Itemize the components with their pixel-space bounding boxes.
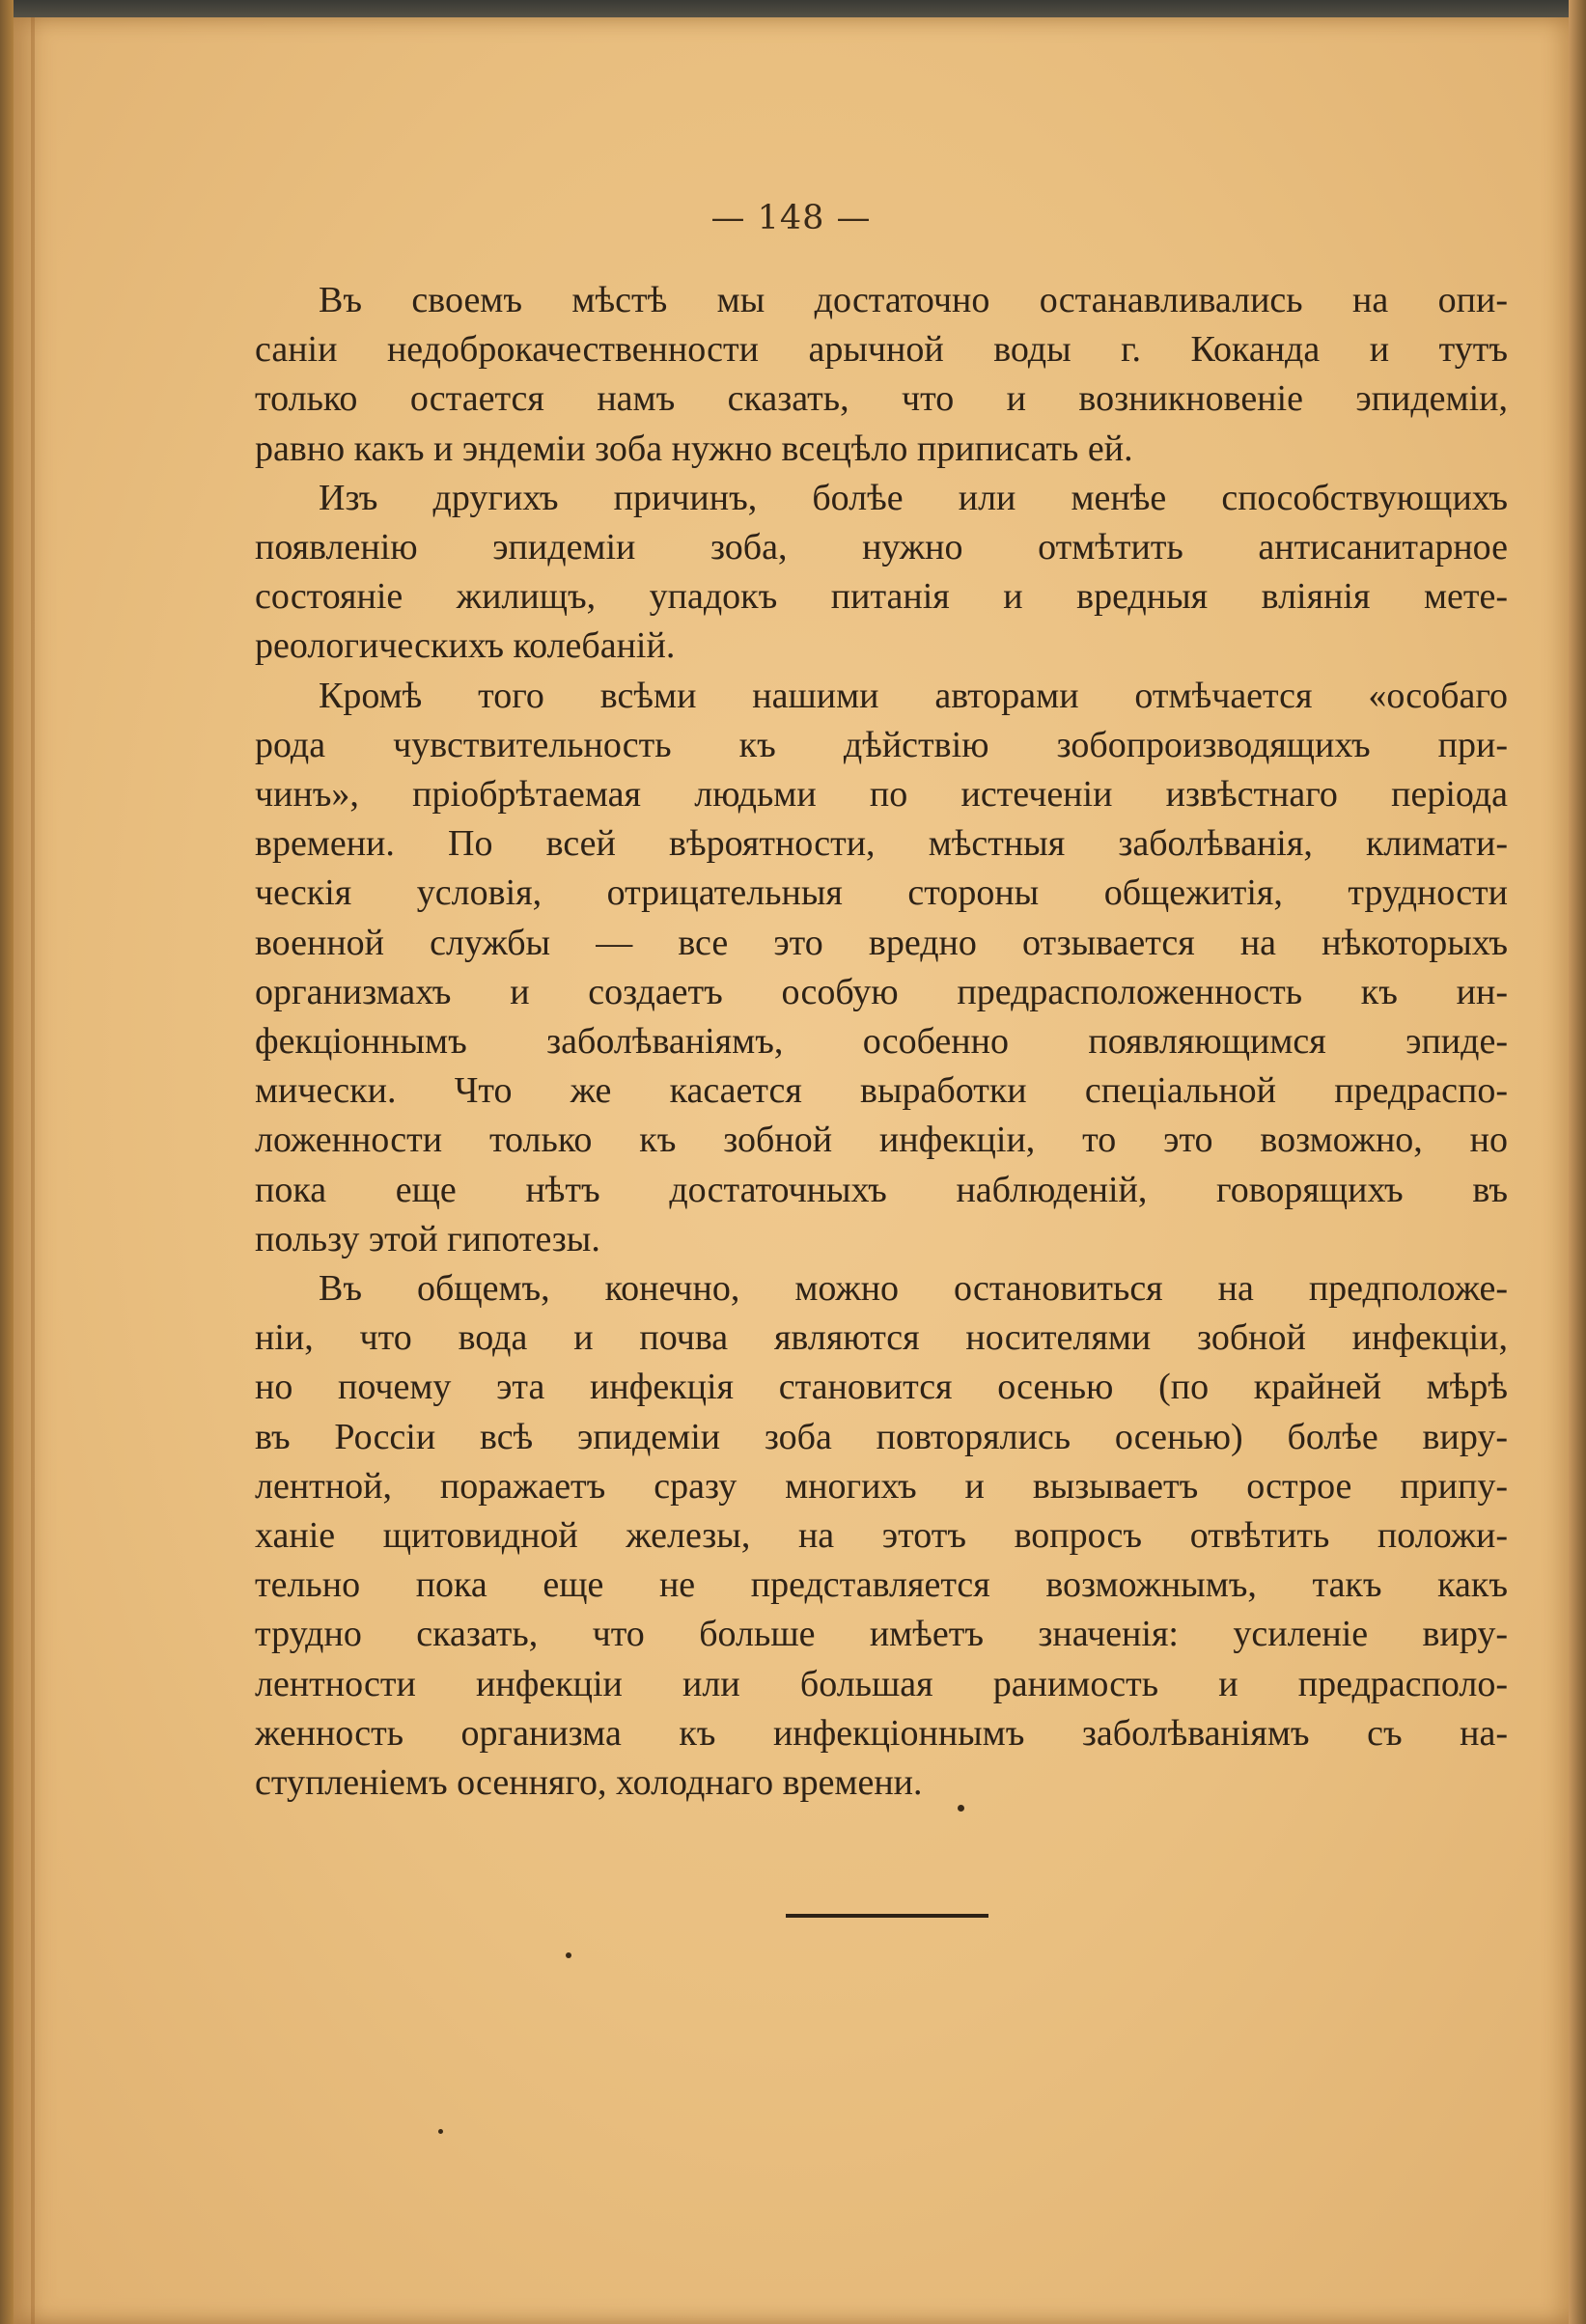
end-rule [786, 1914, 988, 1918]
body-text [255, 276, 1508, 1808]
text-line: реологическихъ колебаній. [255, 625, 676, 667]
text-line: мически. Что же касается выработки спеціальной предраспо- [255, 1070, 1508, 1112]
paragraph-3 [255, 672, 1508, 1264]
text-line: только остается намъ сказать, что и возникновеніе эпидеміи, [255, 378, 1508, 420]
text-line: ханіе щитовидной железы, на этотъ вопросъ отвѣтить положи- [255, 1515, 1508, 1557]
ink-speck [566, 1952, 571, 1958]
ink-speck [438, 2129, 443, 2134]
paragraph-2 [255, 474, 1508, 672]
text-line: организмахъ и создаетъ особую предрасположенность къ ин- [255, 971, 1508, 1012]
text-line: военной службы — все это вредно отзывается на нѣкоторыхъ [255, 922, 1508, 963]
text-line: появленію эпидеміи зоба, нужно отмѣтить антисанитарное [255, 527, 1508, 568]
text-line: лентности инфекціи или большая ранимость и предрасполо- [255, 1663, 1508, 1704]
text-line: лентной, поражаетъ сразу многихъ и вызываетъ острое припу- [255, 1465, 1508, 1507]
text-line: ложенности только къ зобной инфекціи, то это возможно, но [255, 1120, 1508, 1161]
paragraph-4 [255, 1264, 1508, 1808]
text-line: Изъ другихъ причинъ, болѣе или менѣе способствующихъ [319, 477, 1508, 518]
text-line: Въ общемъ, конечно, можно остановиться на предположе- [319, 1268, 1508, 1310]
text-line: ніи, что вода и почва являются носителями зобной инфекціи, [255, 1317, 1508, 1359]
book-page [14, 17, 1569, 2324]
text-line: ческія условія, отрицательныя стороны общежитія, трудности [255, 872, 1508, 914]
text-line: фекціоннымъ заболѣваніямъ, особенно появляющимся эпиде- [255, 1021, 1508, 1063]
text-line: въ Россіи всѣ эпидеміи зоба повторялись осенью) болѣе виру- [255, 1416, 1508, 1457]
text-line: саніи недоброкачественности арычной воды г. Коканда и тутъ [255, 329, 1508, 371]
ink-speck [958, 1805, 964, 1812]
page-gutter-shadow [31, 17, 35, 2324]
text-line: пока еще нѣтъ достаточныхъ наблюденій, говорящихъ въ [255, 1169, 1508, 1210]
text-line: состояніе жилищъ, упадокъ питанія и вредныя вліянія мете- [255, 576, 1508, 618]
scan-left-edge [0, 0, 14, 2324]
text-line: Въ своемъ мѣстѣ мы достаточно останавливались на опи- [319, 280, 1508, 320]
text-line: времени. По всей вѣроятности, мѣстныя заболѣванія, климати- [255, 823, 1508, 865]
text-line: но почему эта инфекція становится осенью (по крайней мѣрѣ [255, 1367, 1508, 1408]
text-line: Кромѣ того всѣми нашими авторами отмѣчается «особаго [319, 675, 1508, 716]
page-number: — 148 — [710, 199, 872, 237]
text-line: тельно пока еще не представляется возможнымъ, такъ какъ [255, 1564, 1508, 1606]
text-line: женность организма къ инфекціоннымъ заболѣваніямъ съ на- [255, 1712, 1508, 1754]
text-line: ступленіемъ осенняго, холоднаго времени. [255, 1762, 923, 1804]
text-line: чинъ», пріобрѣтаемая людьми по истеченіи извѣстнаго періода [255, 774, 1508, 816]
scan-right-edge [1569, 0, 1586, 2324]
text-line: равно какъ и эндеміи зоба нужно всецѣло приписать ей. [255, 428, 1133, 469]
text-line: пользу этой гипотезы. [255, 1218, 600, 1259]
text-line: трудно сказать, что больше имѣетъ значенія: усиленіе виру- [255, 1614, 1508, 1655]
paragraph-1 [255, 276, 1508, 474]
text-line: рода чувствительность къ дѣйствію зобопроизводящихъ при- [255, 724, 1508, 765]
